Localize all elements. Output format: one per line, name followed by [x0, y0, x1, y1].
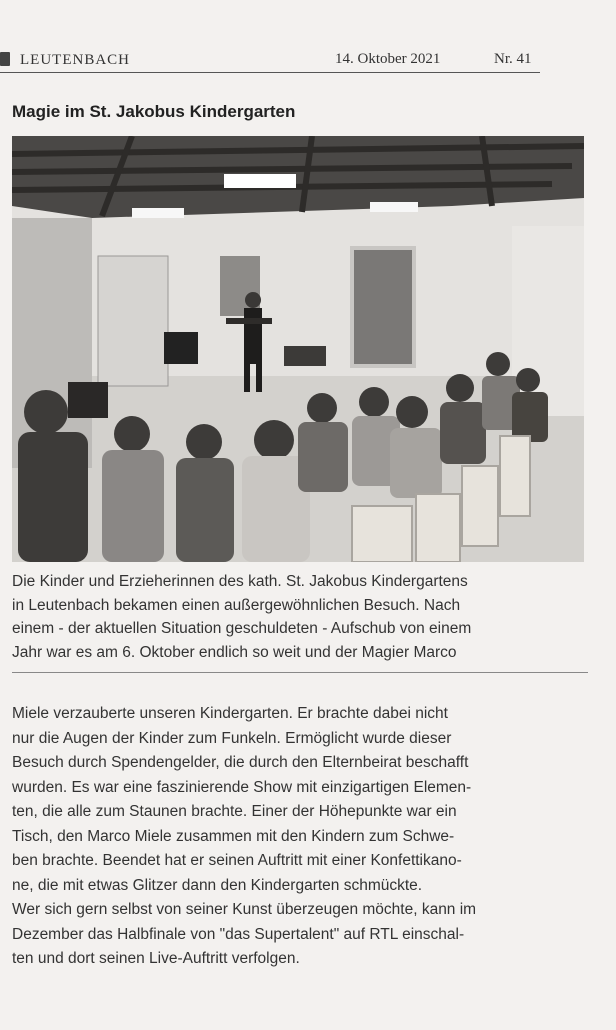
body-line: ten, die alle zum Staunen brachte. Einer der Höhepunkte war ein [12, 803, 457, 820]
body-line: ben brachte. Beendet hat er seinen Auftritt mit einer Konfettikano- [12, 852, 462, 869]
newspaper-header [0, 46, 540, 73]
town-name: LEUTENBACH [20, 52, 130, 68]
caption-line: Die Kinder und Erzieherinnen des kath. St. Jakobus Kindergartens [12, 573, 468, 590]
town-crest-icon [0, 52, 10, 66]
caption-line: in Leutenbach bekamen einen außergewöhnlichen Besuch. Nach [12, 596, 461, 614]
body-line: Wer sich gern selbst von seiner Kunst überzeugen möchte, kann im [12, 901, 477, 918]
body-line: wurden. Es war eine faszinierende Show mit einzigartigen Elemen- [12, 778, 472, 796]
body-line: nur die Augen der Kinder zum Funkeln. Ermöglicht wurde dieser [12, 729, 452, 747]
photo-caption [12, 570, 588, 664]
body-line: Tisch, den Marco Miele zusammen mit den Kindern zum Schwe- [12, 827, 455, 845]
issue-date: 14. Oktober 2021 [335, 51, 441, 67]
caption-divider [12, 672, 588, 673]
body-line: ne, die mit etwas Glitzer dann den Kindergarten schmückte. [12, 876, 423, 894]
body-line: Besuch durch Spendengelder, die durch den Elternbeirat beschafft [12, 754, 469, 771]
article-photo [12, 136, 584, 562]
article-body [12, 702, 598, 972]
issue-number: Nr. 41 [494, 51, 532, 67]
article-title: Magie im St. Jakobus Kindergarten [12, 102, 296, 121]
caption-line: Jahr war es am 6. Oktober endlich so weit und der Magier Marco [12, 643, 457, 661]
body-line: ten und dort seinen Live-Auftritt verfolgen. [12, 950, 300, 967]
caption-line: einem - der aktuellen Situation geschuldeten - Aufschub von einem [12, 620, 472, 637]
body-line: Dezember das Halbfinale von "das Supertalent" auf RTL einschal- [12, 925, 465, 943]
body-line: Miele verzauberte unseren Kindergarten. Er brachte dabei nicht [12, 705, 448, 722]
